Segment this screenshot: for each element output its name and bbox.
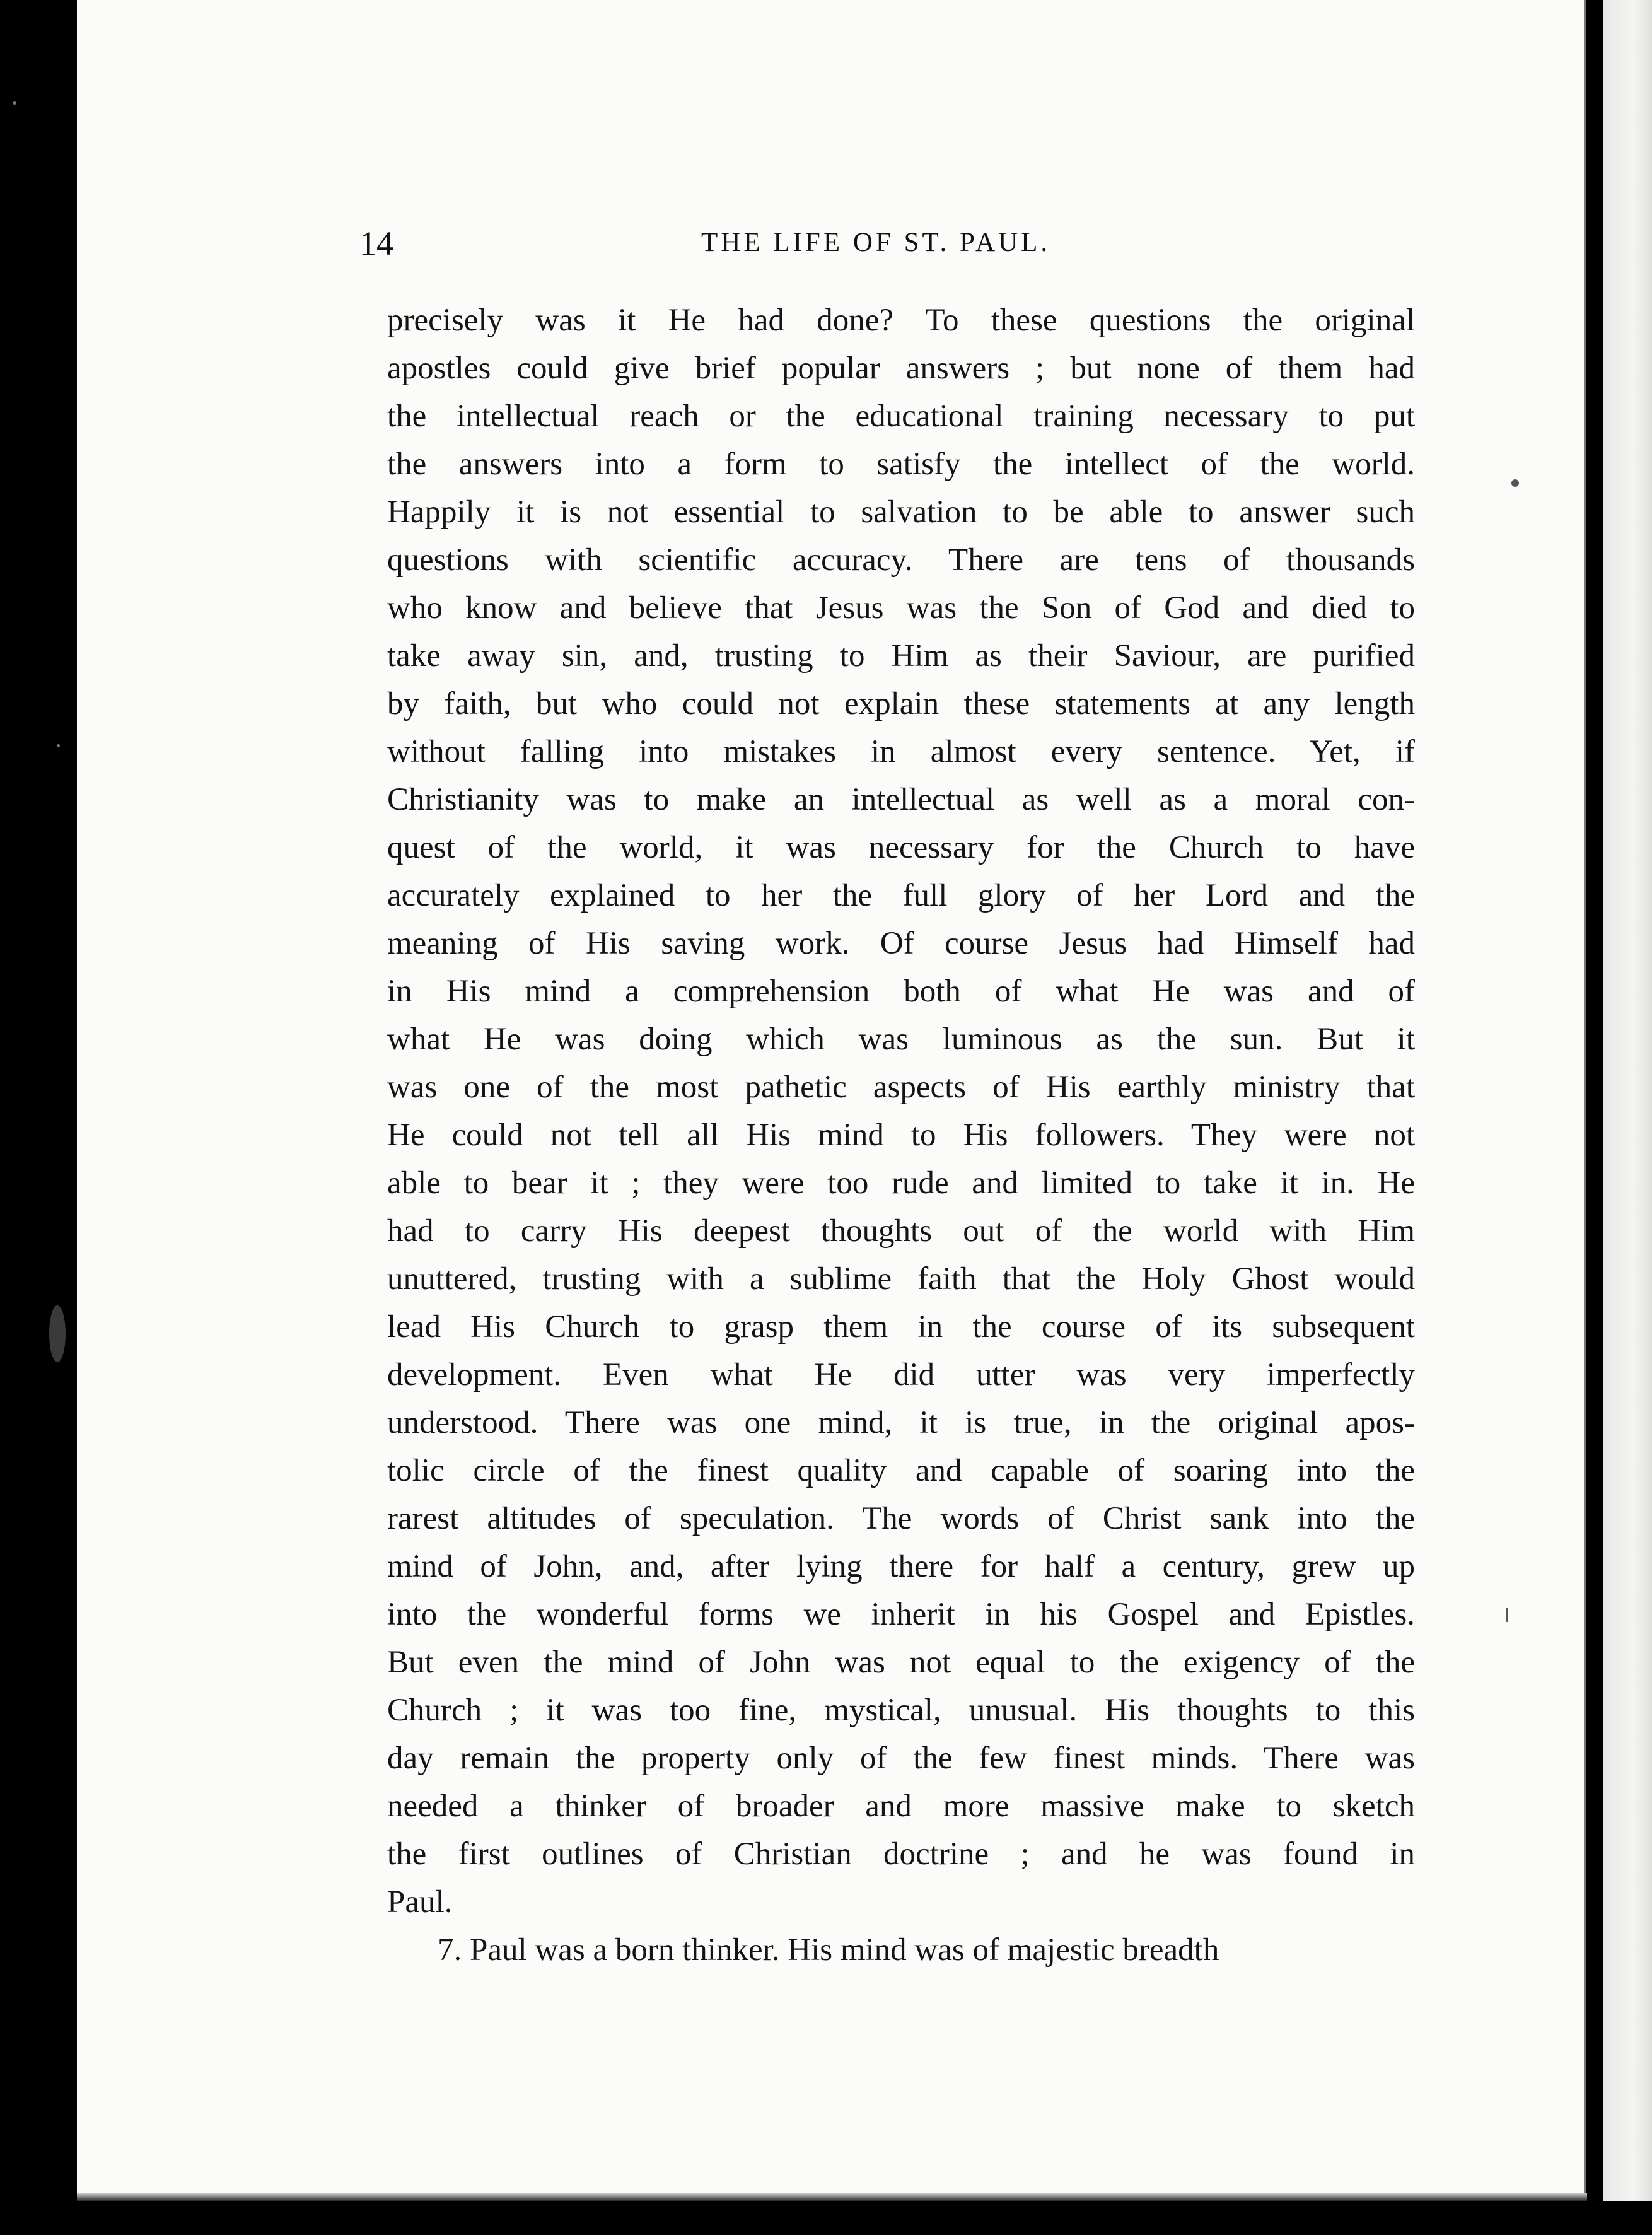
text-line: lead His Church to grasp them in the course of its subsequent bbox=[387, 1309, 1415, 1345]
scan-speck bbox=[1506, 1608, 1508, 1622]
text-line: was one of the most pathetic aspects of His earthly ministry that bbox=[387, 1070, 1415, 1105]
page-gutter-shadow bbox=[1603, 0, 1652, 2201]
text-line: who know and believe that Jesus was the Son of God and died to bbox=[387, 590, 1415, 626]
text-line: unuttered, trusting with a sublime faith that the Holy Ghost would bbox=[387, 1261, 1415, 1297]
running-title: THE LIFE OF ST. PAUL. bbox=[701, 228, 1051, 257]
text-line: He could not tell all His mind to His followers. They were not bbox=[387, 1118, 1415, 1153]
text-line: tolic circle of the finest quality and capable of soaring into the bbox=[387, 1453, 1415, 1488]
text-line: questions with scientific accuracy. There are tens of thousands bbox=[387, 542, 1415, 578]
text-line: apostles could give brief popular answers ; but none of them had bbox=[387, 351, 1415, 386]
text-line: Christianity was to make an intellectual as well as a moral con- bbox=[387, 782, 1415, 817]
text-line: needed a thinker of broader and more massive make to sketch bbox=[387, 1789, 1415, 1824]
text-line: into the wonderful forms we inherit in his Gospel and Epistles. bbox=[387, 1597, 1415, 1632]
text-line: the answers into a form to satisfy the intellect of the world. bbox=[387, 446, 1415, 482]
text-line: precisely was it He had done? To these questions the original bbox=[387, 303, 1415, 338]
text-line: meaning of His saving work. Of course Jesus had Himself had bbox=[387, 926, 1415, 961]
page-number: 14 bbox=[359, 225, 393, 262]
scan-speck bbox=[49, 1305, 66, 1362]
text-line: day remain the property only of the few finest minds. There was bbox=[387, 1741, 1415, 1776]
text-line: understood. There was one mind, it is true, in the original apos- bbox=[387, 1405, 1415, 1440]
text-line: by faith, but who could not explain these statements at any length bbox=[387, 686, 1415, 721]
text-line: mind of John, and, after lying there for half a century, grew up bbox=[387, 1549, 1415, 1584]
text-line: rarest altitudes of speculation. The words of Christ sank into the bbox=[387, 1501, 1415, 1536]
text-line: the first outlines of Christian doctrine ; and he was found in bbox=[387, 1836, 1415, 1872]
text-line: Paul. bbox=[387, 1884, 453, 1920]
text-line: what He was doing which was luminous as the sun. But it bbox=[387, 1022, 1415, 1057]
scan-speck bbox=[13, 101, 16, 105]
page-header bbox=[77, 224, 1584, 268]
text-line: without falling into mistakes in almost every sentence. Yet, if bbox=[387, 734, 1415, 769]
text-line: in His mind a comprehension both of what He was and of bbox=[387, 974, 1415, 1009]
page-bottom-edge bbox=[77, 2193, 1587, 2201]
text-line: Church ; it was too fine, mystical, unusual. His thoughts to this bbox=[387, 1693, 1415, 1728]
scan-speck bbox=[1511, 479, 1519, 487]
text-line: had to carry His deepest thoughts out of the world with Him bbox=[387, 1213, 1415, 1249]
paragraph-start-line: 7. Paul was a born thinker. His mind was of majestic breadth bbox=[438, 1932, 1219, 1968]
text-line: Happily it is not essential to salvation to be able to answer such bbox=[387, 494, 1415, 530]
scan-speck bbox=[57, 744, 60, 747]
body-text bbox=[387, 296, 1415, 1974]
text-line: accurately explained to her the full glory of her Lord and the bbox=[387, 878, 1415, 913]
text-line: development. Even what He did utter was very imperfectly bbox=[387, 1357, 1415, 1392]
text-line: But even the mind of John was not equal to the exigency of the bbox=[387, 1645, 1415, 1680]
text-line: quest of the world, it was necessary for the Church to have bbox=[387, 830, 1415, 865]
text-line: the intellectual reach or the educational training necessary to put bbox=[387, 399, 1415, 434]
text-line: take away sin, and, trusting to Him as their Saviour, are purified bbox=[387, 638, 1415, 674]
text-line: able to bear it ; they were too rude and limited to take it in. He bbox=[387, 1165, 1415, 1201]
book-page bbox=[77, 0, 1586, 2201]
